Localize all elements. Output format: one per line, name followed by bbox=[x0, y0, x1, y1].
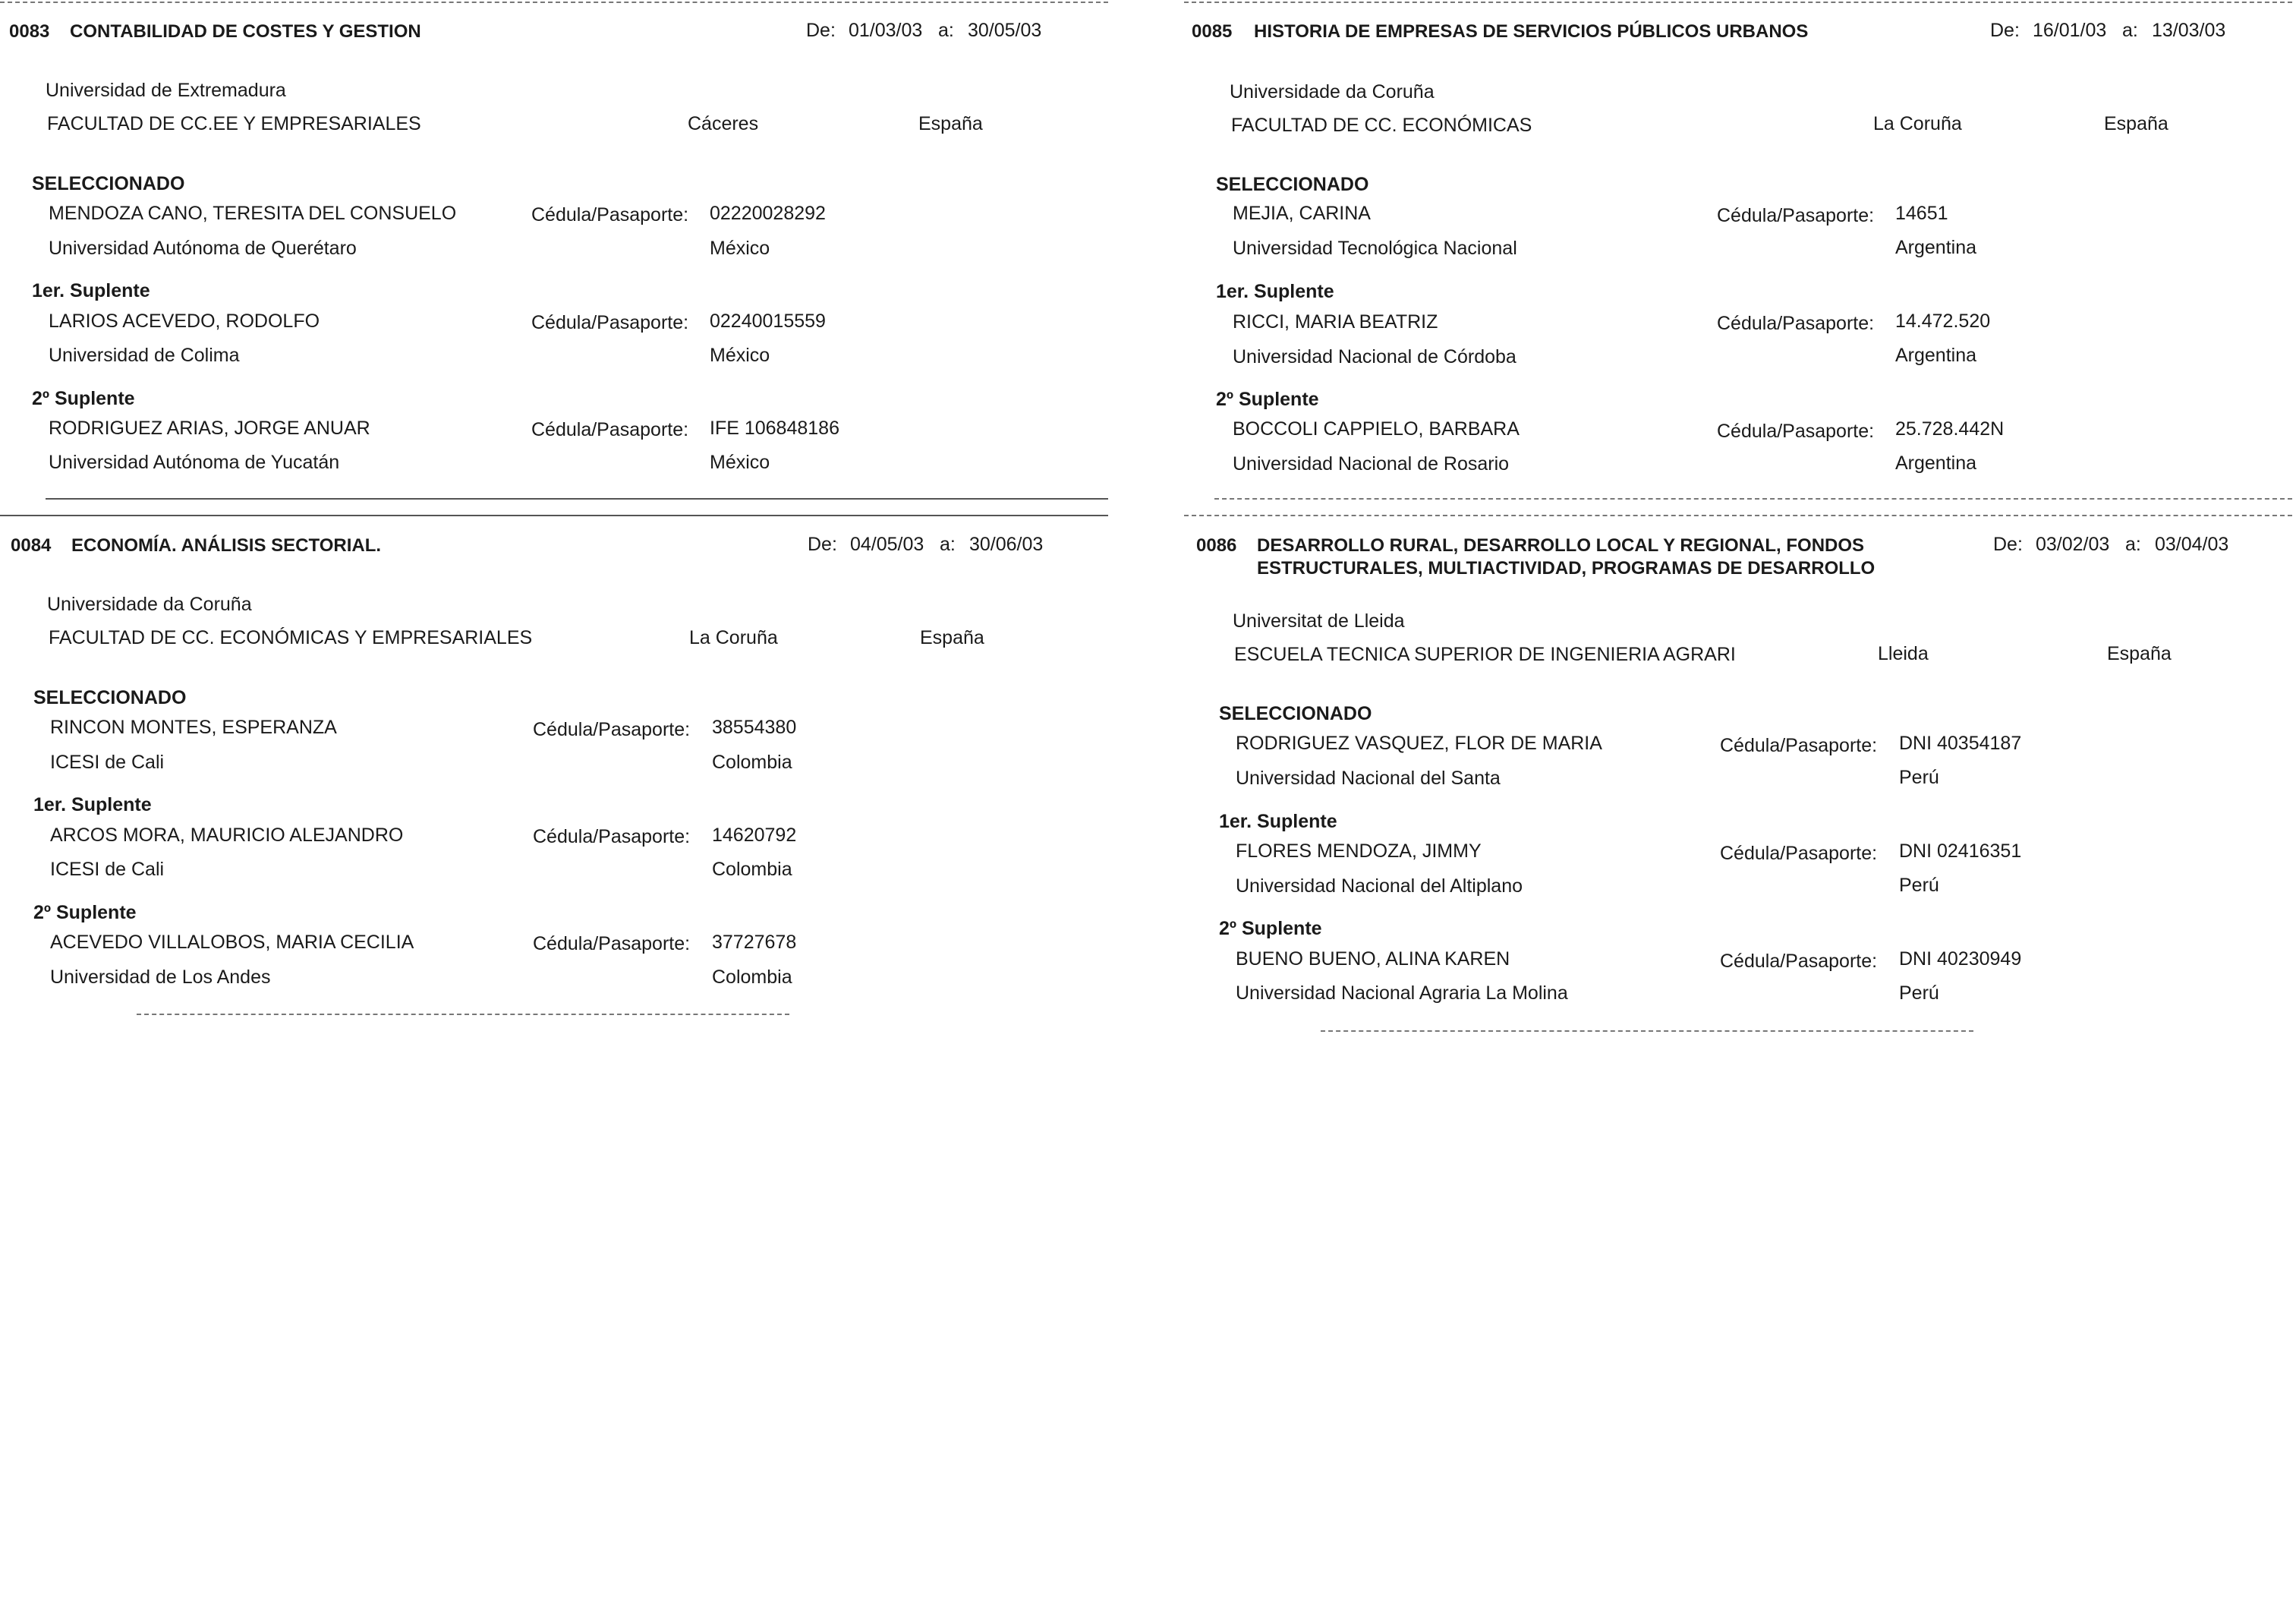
candidate-institution: ICESI de Cali bbox=[50, 859, 165, 880]
candidate-name: RODRIGUEZ ARIAS, JORGE ANUAR bbox=[49, 418, 370, 439]
id-value: 14620792 bbox=[712, 825, 797, 846]
candidate-institution: Universidad de Colima bbox=[49, 345, 240, 366]
to-label: a: bbox=[2125, 534, 2141, 555]
id-label: Cédula/Pasaporte: bbox=[533, 933, 691, 954]
to-date: 30/06/03 bbox=[969, 534, 1044, 555]
top-rule bbox=[1184, 2, 2292, 3]
candidate-country: México bbox=[710, 238, 770, 259]
from-label: De: bbox=[808, 534, 837, 555]
host-country: España bbox=[2104, 113, 2168, 134]
candidate-name: ARCOS MORA, MAURICIO ALEJANDRO bbox=[50, 825, 404, 846]
id-value: 14.472.520 bbox=[1895, 311, 1991, 332]
candidate-heading: 1er. Suplente bbox=[1219, 811, 1337, 832]
host-university: Universidad de Extremadura bbox=[46, 80, 286, 101]
candidate-institution: Universidad Nacional de Córdoba bbox=[1233, 346, 1516, 367]
candidate-heading: SELECCIONADO bbox=[32, 173, 185, 194]
candidate-institution: Universidad Nacional del Altiplano bbox=[1236, 875, 1523, 897]
host-country: España bbox=[920, 627, 984, 648]
candidate-country: Argentina bbox=[1895, 237, 1977, 258]
record-code: 0084 bbox=[11, 535, 52, 556]
candidate-name: MENDOZA CANO, TERESITA DEL CONSUELO bbox=[49, 203, 457, 224]
candidate-heading: 1er. Suplente bbox=[33, 794, 152, 815]
record-code: 0083 bbox=[9, 21, 50, 42]
host-university: Universitat de Lleida bbox=[1233, 610, 1405, 632]
host-university: Universidade da Coruña bbox=[1230, 81, 1435, 102]
candidate-country: Perú bbox=[1899, 982, 1939, 1004]
candidate-institution: ICESI de Cali bbox=[50, 752, 165, 773]
candidate-country: Argentina bbox=[1895, 345, 1977, 366]
host-city: Cáceres bbox=[688, 113, 759, 134]
candidate-institution: Universidad Nacional Agraria La Molina bbox=[1236, 982, 1568, 1004]
record-code: 0085 bbox=[1192, 21, 1233, 42]
candidate-country: Perú bbox=[1899, 767, 1939, 788]
candidate-name: RINCON MONTES, ESPERANZA bbox=[50, 717, 337, 738]
id-label: Cédula/Pasaporte: bbox=[1717, 421, 1875, 442]
id-value: 38554380 bbox=[712, 717, 797, 738]
id-label: Cédula/Pasaporte: bbox=[1720, 843, 1878, 864]
candidate-heading: SELECCIONADO bbox=[33, 687, 187, 708]
host-city: La Coruña bbox=[1873, 113, 1962, 134]
host-city: Lleida bbox=[1878, 643, 1929, 664]
candidate-heading: 2º Suplente bbox=[33, 902, 137, 923]
candidate-country: México bbox=[710, 452, 770, 473]
candidate-heading: SELECCIONADO bbox=[1216, 174, 1369, 195]
candidate-heading: SELECCIONADO bbox=[1219, 703, 1372, 724]
candidate-institution: Universidad Nacional del Santa bbox=[1236, 768, 1501, 789]
from-date: 01/03/03 bbox=[849, 20, 923, 41]
to-date: 13/03/03 bbox=[2152, 20, 2226, 41]
bottom-rule bbox=[46, 498, 1108, 500]
candidate-heading: 1er. Suplente bbox=[32, 280, 150, 301]
to-date: 03/04/03 bbox=[2155, 534, 2229, 555]
top-rule bbox=[1184, 515, 2292, 516]
bottom-rule bbox=[1321, 1030, 1973, 1032]
to-label: a: bbox=[940, 534, 956, 555]
candidate-institution: Universidad de Los Andes bbox=[50, 967, 271, 988]
candidate-heading: 1er. Suplente bbox=[1216, 281, 1334, 302]
candidate-name: BOCCOLI CAPPIELO, BARBARA bbox=[1233, 418, 1520, 440]
candidate-name: RODRIGUEZ VASQUEZ, FLOR DE MARIA bbox=[1236, 733, 1602, 754]
id-value: 25.728.442N bbox=[1895, 418, 2005, 440]
to-label: a: bbox=[938, 20, 954, 41]
from-label: De: bbox=[806, 20, 836, 41]
candidate-heading: 2º Suplente bbox=[1219, 918, 1322, 939]
id-label: Cédula/Pasaporte: bbox=[533, 826, 691, 847]
bottom-rule bbox=[137, 1014, 789, 1015]
candidate-country: Colombia bbox=[712, 967, 792, 988]
id-value: DNI 40230949 bbox=[1899, 948, 2022, 970]
record-title: ECONOMÍA. ANÁLISIS SECTORIAL. bbox=[71, 535, 382, 556]
candidate-institution: Universidad Autónoma de Querétaro bbox=[49, 238, 357, 259]
id-label: Cédula/Pasaporte: bbox=[1717, 313, 1875, 334]
top-rule bbox=[0, 2, 1108, 3]
from-date: 04/05/03 bbox=[850, 534, 924, 555]
host-faculty: FACULTAD DE CC.EE Y EMPRESARIALES bbox=[47, 113, 421, 134]
candidate-country: Argentina bbox=[1895, 453, 1977, 474]
id-label: Cédula/Pasaporte: bbox=[531, 204, 689, 225]
record-title-line-2: ESTRUCTURALES, MULTIACTIVIDAD, PROGRAMAS DE DESARROLLO bbox=[1257, 558, 1876, 579]
candidate-heading: 2º Suplente bbox=[32, 388, 135, 409]
from-label: De: bbox=[1993, 534, 2023, 555]
record-0084 bbox=[0, 513, 1108, 1014]
candidate-institution: Universidad Autónoma de Yucatán bbox=[49, 452, 340, 473]
candidate-country: Perú bbox=[1899, 875, 1939, 896]
id-label: Cédula/Pasaporte: bbox=[1720, 735, 1878, 756]
id-value: 37727678 bbox=[712, 932, 797, 953]
top-rule bbox=[0, 515, 1108, 516]
host-country: España bbox=[918, 113, 983, 134]
candidate-name: LARIOS ACEVEDO, RODOLFO bbox=[49, 311, 320, 332]
candidate-name: ACEVEDO VILLALOBOS, MARIA CECILIA bbox=[50, 932, 414, 953]
id-label: Cédula/Pasaporte: bbox=[531, 419, 689, 440]
from-date: 03/02/03 bbox=[2036, 534, 2110, 555]
id-label: Cédula/Pasaporte: bbox=[1717, 205, 1875, 226]
record-code: 0086 bbox=[1196, 535, 1237, 556]
id-label: Cédula/Pasaporte: bbox=[1720, 951, 1878, 972]
bottom-rule bbox=[1214, 498, 2292, 500]
to-date: 30/05/03 bbox=[968, 20, 1042, 41]
from-date: 16/01/03 bbox=[2033, 20, 2107, 41]
host-faculty: FACULTAD DE CC. ECONÓMICAS bbox=[1231, 115, 1532, 136]
id-label: Cédula/Pasaporte: bbox=[533, 719, 691, 740]
candidate-country: México bbox=[710, 345, 770, 366]
record-title-line-1: DESARROLLO RURAL, DESARROLLO LOCAL Y REGIONAL, FONDOS bbox=[1257, 535, 1865, 556]
id-value: DNI 02416351 bbox=[1899, 840, 2022, 862]
candidate-institution: Universidad Tecnológica Nacional bbox=[1233, 238, 1517, 259]
host-country: España bbox=[2107, 643, 2172, 664]
from-label: De: bbox=[1990, 20, 2020, 41]
id-value: IFE 106848186 bbox=[710, 418, 839, 439]
record-title: CONTABILIDAD DE COSTES Y GESTION bbox=[70, 21, 421, 42]
candidate-name: RICCI, MARIA BEATRIZ bbox=[1233, 311, 1438, 333]
candidate-name: MEJIA, CARINA bbox=[1233, 203, 1371, 224]
id-value: DNI 40354187 bbox=[1899, 733, 2022, 754]
host-faculty: ESCUELA TECNICA SUPERIOR DE INGENIERIA AGRARI bbox=[1234, 644, 1736, 665]
record-0086 bbox=[1184, 513, 2292, 1014]
candidate-name: BUENO BUENO, ALINA KAREN bbox=[1236, 948, 1510, 970]
candidate-name: FLORES MENDOZA, JIMMY bbox=[1236, 840, 1482, 862]
candidate-country: Colombia bbox=[712, 752, 792, 773]
candidate-institution: Universidad Nacional de Rosario bbox=[1233, 453, 1510, 475]
host-city: La Coruña bbox=[689, 627, 778, 648]
id-value: 14651 bbox=[1895, 203, 1948, 224]
host-university: Universidade da Coruña bbox=[47, 594, 252, 615]
record-0083 bbox=[0, 0, 1108, 501]
candidate-heading: 2º Suplente bbox=[1216, 389, 1319, 410]
record-0085 bbox=[1184, 0, 2292, 501]
host-faculty: FACULTAD DE CC. ECONÓMICAS Y EMPRESARIALES bbox=[49, 627, 533, 648]
id-label: Cédula/Pasaporte: bbox=[531, 312, 689, 333]
candidate-country: Colombia bbox=[712, 859, 792, 880]
id-value: 02220028292 bbox=[710, 203, 826, 224]
to-label: a: bbox=[2122, 20, 2138, 41]
id-value: 02240015559 bbox=[710, 311, 826, 332]
record-title: HISTORIA DE EMPRESAS DE SERVICIOS PÚBLICOS URBANOS bbox=[1254, 21, 1809, 42]
